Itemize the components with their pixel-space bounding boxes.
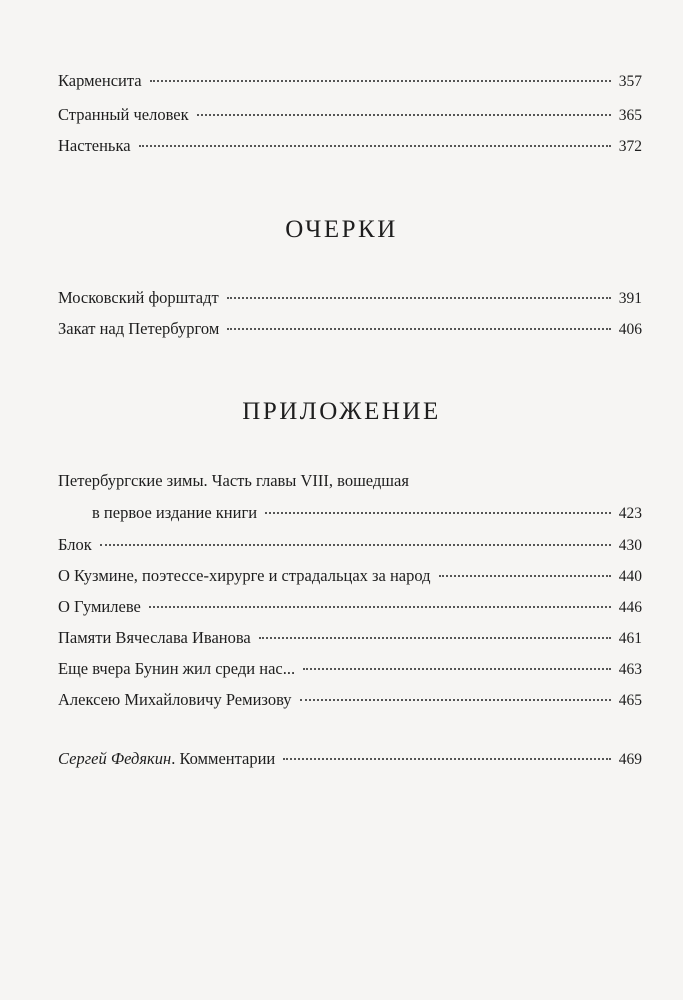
toc-entry bbox=[58, 534, 642, 556]
toc-entry-page: 372 bbox=[618, 138, 642, 155]
toc-entry-title: Еще вчера Бунин жил среди нас... bbox=[58, 659, 296, 678]
dot-leader bbox=[139, 145, 611, 147]
toc-entry bbox=[58, 658, 642, 680]
toc-entry-title: Закат над Петербургом bbox=[58, 319, 220, 338]
dot-leader bbox=[227, 297, 611, 299]
toc-entry-page: 430 bbox=[618, 537, 642, 554]
toc-entry bbox=[58, 287, 642, 309]
toc-entry bbox=[58, 565, 642, 587]
toc-entry-title: Памяти Вячеслава Иванова bbox=[58, 628, 251, 647]
toc-entry-title: Настенька bbox=[58, 136, 131, 155]
toc-entry-title: Алексею Михайловичу Ремизову bbox=[58, 690, 292, 709]
toc-entry bbox=[58, 70, 642, 92]
toc-entry-title bbox=[58, 748, 275, 770]
toc-entry bbox=[58, 318, 642, 340]
commentary-title: . Комментарии bbox=[171, 749, 276, 768]
dot-leader bbox=[150, 80, 611, 82]
section-heading-appendix: ПРИЛОЖЕНИЕ bbox=[242, 398, 441, 425]
dot-leader bbox=[283, 758, 611, 760]
toc-entry bbox=[58, 135, 642, 157]
dot-leader bbox=[149, 606, 611, 608]
toc-entry-title: О Гумилеве bbox=[58, 597, 141, 616]
dot-leader bbox=[259, 637, 611, 639]
toc-entry-page: 391 bbox=[618, 290, 642, 307]
toc-entry-title: Странный человек bbox=[58, 105, 189, 124]
dot-leader bbox=[265, 512, 611, 514]
toc-entry-page: 440 bbox=[618, 568, 642, 585]
toc-entry bbox=[58, 627, 642, 649]
toc-entry bbox=[58, 689, 642, 711]
commentary-author: Сергей Федякин bbox=[58, 749, 172, 768]
toc-entry-page: 465 bbox=[618, 692, 642, 709]
toc-entry-page: 423 bbox=[618, 505, 642, 522]
toc-entry-page: 469 bbox=[618, 751, 642, 768]
toc-entry-title-line1: Петербургские зимы. Часть главы VIII, вошедшая bbox=[58, 471, 409, 490]
toc-entry bbox=[58, 104, 642, 126]
toc-entry-page: 461 bbox=[618, 630, 642, 647]
toc-entry-page: 357 bbox=[618, 73, 642, 90]
toc-entry-commentary bbox=[58, 748, 642, 770]
dot-leader bbox=[303, 668, 611, 670]
dot-leader bbox=[439, 575, 611, 577]
toc-entry-page: 463 bbox=[618, 661, 642, 678]
toc-entry-title: О Кузмине, поэтессе-хирурге и страдальцах за народ bbox=[58, 566, 431, 585]
toc-entry-page: 365 bbox=[618, 107, 642, 124]
toc-entry bbox=[92, 502, 642, 524]
section-heading-essays: ОЧЕРКИ bbox=[285, 216, 398, 243]
toc-entry-page: 406 bbox=[618, 321, 642, 338]
toc-entry-page: 446 bbox=[618, 599, 642, 616]
dot-leader bbox=[300, 699, 611, 701]
toc-entry-title: Московский форштадт bbox=[58, 288, 219, 307]
toc-entry-title: Блок bbox=[58, 535, 92, 554]
toc-entry-title-line2: в первое издание книги bbox=[92, 503, 258, 522]
toc-entry bbox=[58, 596, 642, 618]
dot-leader bbox=[227, 328, 610, 330]
toc-entry-title: Карменсита bbox=[58, 71, 142, 90]
dot-leader bbox=[100, 544, 611, 546]
dot-leader bbox=[197, 114, 611, 116]
